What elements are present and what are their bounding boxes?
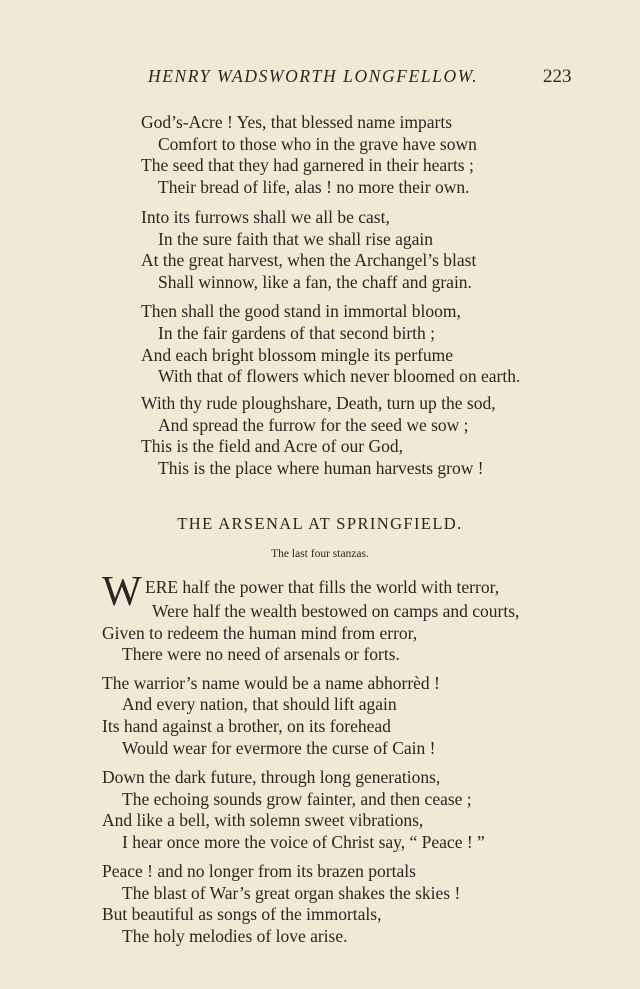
verse-line: Would wear for evermore the curse of Cain !: [122, 738, 436, 758]
verse-line: Down the dark future, through long generations,: [102, 767, 441, 787]
verse-line: Its hand against a brother, on its forehead: [102, 716, 391, 736]
verse-line: And like a bell, with solemn sweet vibrations,: [102, 810, 424, 830]
poem-subtitle: The last four stanzas.: [271, 548, 369, 560]
verse-line: At the great harvest, when the Archangel’s blast: [141, 250, 477, 270]
verse-line: And every nation, that should lift again: [122, 694, 397, 714]
verse-line: But beautiful as songs of the immortals,: [102, 904, 382, 924]
verse-line: God’s-Acre ! Yes, that blessed name imparts: [141, 112, 453, 132]
verse-line: Into its furrows shall we all be cast,: [141, 207, 390, 227]
verse-line: I hear once more the voice of Christ say, “ Peace ! ”: [122, 832, 485, 852]
verse-line: The holy melodies of love arise.: [122, 926, 348, 946]
verse-line: The warrior’s name would be a name abhorrèd !: [102, 673, 440, 693]
verse-line: And each bright blossom mingle its perfume: [141, 345, 454, 365]
verse-line: In the fair gardens of that second birth ;: [158, 323, 435, 343]
verse-line: And spread the furrow for the seed we sow ;: [158, 415, 469, 435]
verse-line: Comfort to those who in the grave have sown: [158, 134, 477, 154]
verse-line: Their bread of life, alas ! no more their own.: [158, 177, 470, 197]
verse-line: The seed that they had garnered in their hearts ;: [141, 155, 474, 175]
verse-line: Were half the wealth bestowed on camps and courts,: [152, 601, 520, 621]
verse-line: Shall winnow, like a fan, the chaff and grain.: [158, 272, 472, 292]
drop-cap: W: [102, 569, 142, 615]
verse-line: With that of flowers which never bloomed on earth.: [158, 366, 521, 386]
running-title: HENRY WADSWORTH LONGFELLOW.: [148, 66, 479, 86]
page-number: 223: [543, 66, 572, 87]
verse-line-first: ERE half the power that fills the world with terror,: [145, 577, 500, 597]
verse-line: Then shall the good stand in immortal bloom,: [141, 301, 461, 321]
verse-line: Given to redeem the human mind from error,: [102, 623, 418, 643]
verse-line: The blast of War’s great organ shakes the skies !: [122, 883, 461, 903]
verse-line: In the sure faith that we shall rise again: [158, 229, 434, 249]
poem-title: THE ARSENAL AT SPRINGFIELD.: [177, 514, 463, 533]
verse-line: Peace ! and no longer from its brazen portals: [102, 861, 416, 881]
verse-line: This is the place where human harvests grow !: [158, 458, 484, 478]
verse-line: There were no need of arsenals or forts.: [122, 644, 400, 664]
verse-line: The echoing sounds grow fainter, and then cease ;: [122, 789, 472, 809]
verse-line: This is the field and Acre of our God,: [141, 436, 403, 456]
verse-line: With thy rude ploughshare, Death, turn up the sod,: [141, 393, 496, 413]
